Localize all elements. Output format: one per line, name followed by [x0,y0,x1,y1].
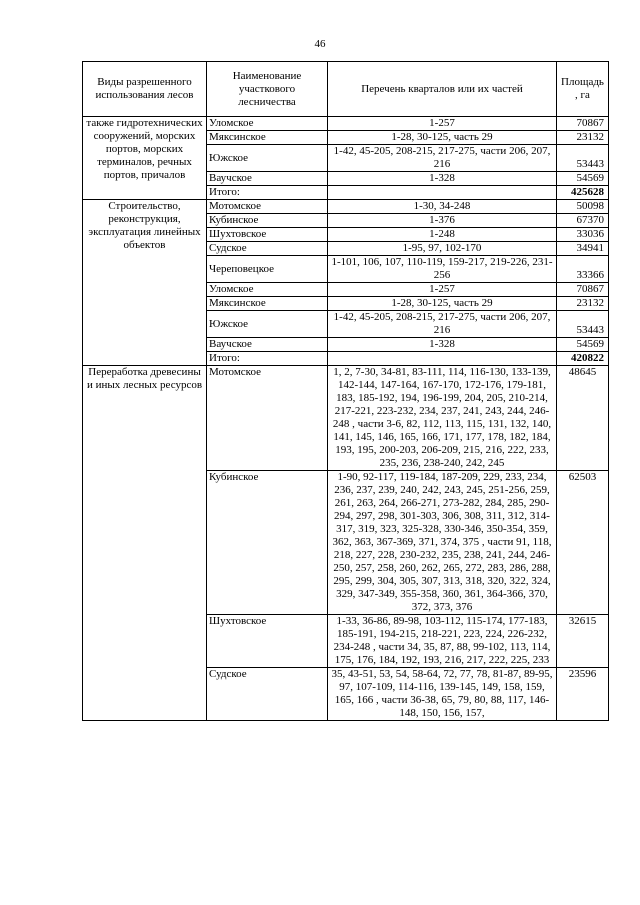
area-value: 67370 [557,214,609,228]
use-type-cell: Строительство, реконструкция, эксплуатация линейных объектов [83,200,207,366]
quarters-list: 1-328 [328,338,557,352]
quarters-list: 1-30, 34-248 [328,200,557,214]
quarters-list: 1-42, 45-205, 208-215, 217-275, части 206, 207, 216 [328,311,557,338]
forestry-name: Кубинское [207,214,328,228]
header-quarters: Перечень кварталов или их частей [328,62,557,117]
page-number: 46 [314,38,326,50]
forestry-name: Ваучское [207,172,328,186]
quarters-list: 1-101, 106, 107, 110-119, 159-217, 219-226, 231-256 [328,256,557,283]
forestry-name: Судское [207,242,328,256]
forest-use-table [82,61,609,721]
total-value: 420822 [557,352,609,366]
forestry-name: Мяксинское [207,131,328,145]
forestry-name: Мяксинское [207,297,328,311]
table-row [83,366,609,471]
header-forestry: Наименование участкового лесничества [207,62,328,117]
forestry-name: Уломское [207,283,328,297]
area-value: 54569 [557,172,609,186]
area-value: 53443 [557,311,609,338]
quarters-list: 1-376 [328,214,557,228]
quarters-list: 1-42, 45-205, 208-215, 217-275, части 206, 207, 216 [328,145,557,172]
use-type-cell: также гидротехнических сооружений, морских портов, морских терминалов, речных портов, причалов [83,117,207,200]
area-value: 62503 [557,471,609,615]
quarters-list: 1-257 [328,117,557,131]
total-empty-cell [328,186,557,200]
table-row [83,117,609,131]
area-value: 48645 [557,366,609,471]
area-value: 23596 [557,668,609,721]
area-value: 54569 [557,338,609,352]
area-value: 34941 [557,242,609,256]
quarters-list: 1-28, 30-125, часть 29 [328,297,557,311]
header-area: Площадь , га [557,62,609,117]
forestry-name: Череповецкое [207,256,328,283]
quarters-list: 1-328 [328,172,557,186]
forestry-name: Уломское [207,117,328,131]
area-value: 70867 [557,283,609,297]
forestry-name: Кубинское [207,471,328,615]
area-value: 53443 [557,145,609,172]
forestry-name: Шухтовское [207,615,328,668]
forestry-name: Ваучское [207,338,328,352]
quarters-list: 1-28, 30-125, часть 29 [328,131,557,145]
area-value: 32615 [557,615,609,668]
total-label: Итого: [207,352,328,366]
quarters-list: 1-95, 97, 102-170 [328,242,557,256]
forestry-name: Судское [207,668,328,721]
area-value: 50098 [557,200,609,214]
quarters-list: 1-257 [328,283,557,297]
forestry-name: Мотомское [207,366,328,471]
area-value: 33036 [557,228,609,242]
header-type: Виды разрешенного использования лесов [83,62,207,117]
total-label: Итого: [207,186,328,200]
header-row [83,62,609,117]
total-empty-cell [328,352,557,366]
total-value: 425628 [557,186,609,200]
quarters-list: 1-90, 92-117, 119-184, 187-209, 229, 233, 234, 236, 237, 239, 240, 242, 243, 245, 251-256, 259, 261, 263, 264, 266-271, 273-282, 284, 285, 290-294, 297, 298, 301-303, 306, 308, 311, 312, 314-317, 319, 323, 325-328, 330-346, 350-354, 359, 362, 363, 367-369, 371, 374, 375 , части 91, 118, 218, 227, 228, 230-232, 235, 238, 241, 244, 246-250, 257, 258, 260, 262, 265, 272, 283, 286, 288, 295, 299, 304, 305, 307, 313, 318, 320, 322, 324, 329, 347-349, 355-358, 360, 361, 364-366, 370, 372, 373, 376 [328,471,557,615]
use-type-cell: Переработка древесины и иных лесных ресурсов [83,366,207,721]
forestry-name: Мотомское [207,200,328,214]
quarters-list: 35, 43-51, 53, 54, 58-64, 72, 77, 78, 81-87, 89-95, 97, 107-109, 114-116, 139-145, 149, 158, 159, 165, 166 , части 36-38, 65, 79, 80, 88, 117, 146-148, 150, 156, 157, [328,668,557,721]
quarters-list: 1-33, 36-86, 89-98, 103-112, 115-174, 177-183, 185-191, 194-215, 218-221, 223, 224, 226-232, 234-248 , части 34, 35, 87, 88, 99-102, 113, 114, 175, 176, 184, 192, 193, 216, 217, 222, 225, 233 [328,615,557,668]
area-value: 23132 [557,131,609,145]
area-value: 70867 [557,117,609,131]
quarters-list: 1-248 [328,228,557,242]
area-value: 33366 [557,256,609,283]
area-value: 23132 [557,297,609,311]
table-row [83,200,609,214]
forestry-name: Шухтовское [207,228,328,242]
forestry-name: Южское [207,145,328,172]
forestry-name: Южское [207,311,328,338]
quarters-list: 1, 2, 7-30, 34-81, 83-111, 114, 116-130, 133-139, 142-144, 147-164, 167-170, 172-176, 179-181, 183, 185-192, 194, 196-199, 204, 205, 210-214, 217-221, 223-232, 234, 237, 241, 243, 244, 246-248 , части 3-6, 82, 112, 113, 115, 131, 132, 140, 141, 145, 146, 165, 166, 171, 177, 178, 182, 184, 193, 195, 200-203, 206-209, 215, 216, 222, 233, 235, 236, 238-240, 242, 245 [328,366,557,471]
